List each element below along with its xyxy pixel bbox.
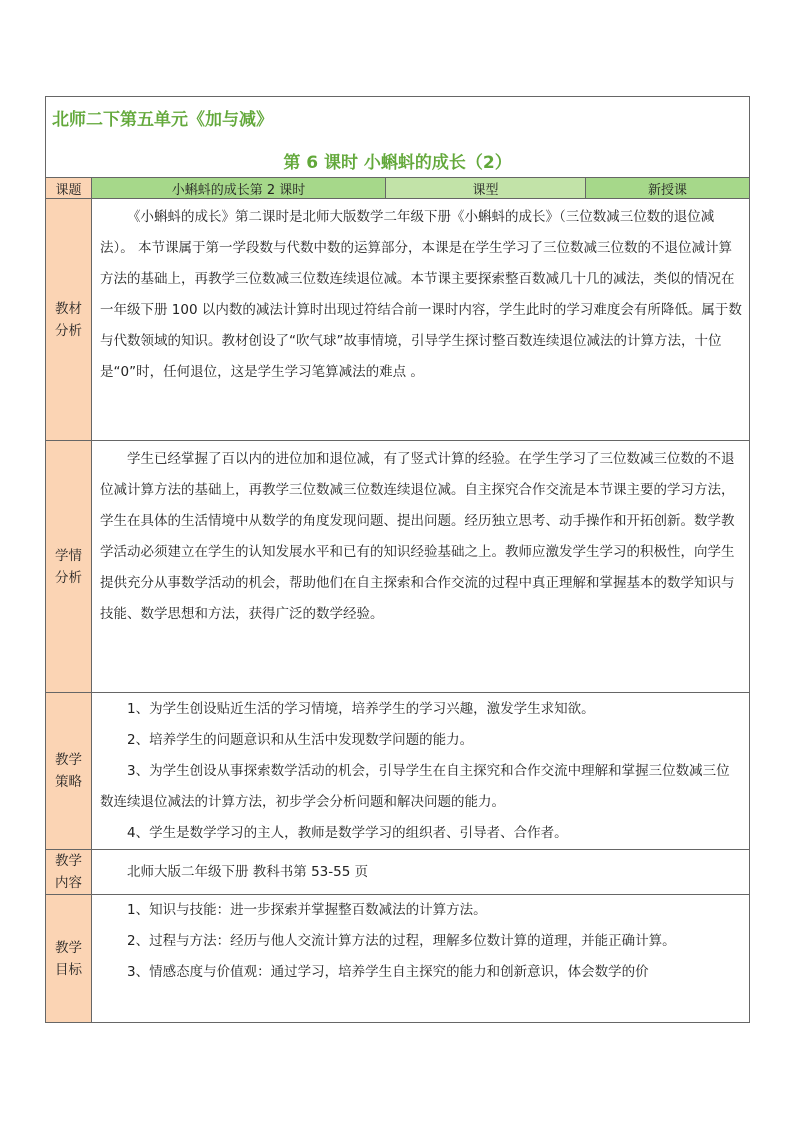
content-text: 北师大版二年级下册 教科书第 53-55 页 [127,863,369,880]
content-label [46,850,92,895]
goals-cell [92,895,750,1023]
material-label [46,199,92,441]
content-label-line1: 教学 [55,853,82,869]
learners-label-line1: 学情 [55,547,82,564]
title-cell [46,97,750,178]
type-label: 课型 [386,178,586,199]
learners-label [46,441,92,693]
learners-row [46,441,750,693]
lesson-title: 第 6 课时 小蝌蚪的成长（2） [283,153,512,173]
learners-text: 学生已经掌握了百以内的进位加和退位减，有了竖式计算的经验。在学生学习了三位数减三位数的不退位减计算方法的基础上，再教学三位数减三位数连续退位减。自主探究合作交流是本节课主要的学习方法，学生在具体的生活情境中从数学的角度发现问题、提出问题。经历独立思考、动手操作和开拓创新。数学教学活动必须建立在学生的认知发展水平和已有的知识经验基础之上。教师应激发学生学习的积极性，向学生提供充分从事数学活动的机会，帮助他们在自主探索和合作交流的过程中真正理解和掌握基本的数学知识与技能、数学思想和方法，获得广泛的数学经验。 [100,451,735,622]
content-row [46,850,750,895]
strategy-item: 1、为学生创设贴近生活的学习情境，培养学生的学习兴趣，激发学生求知欲。 [127,701,595,717]
goals-label-line1: 教学 [55,939,82,956]
info-row [46,178,750,199]
topic-label: 课题 [46,178,92,199]
material-cell [92,199,750,441]
title-row [46,97,750,178]
goals-label-line2: 目标 [55,961,82,978]
lesson-plan-table [45,96,750,1023]
material-label-line1: 教材 [55,300,82,317]
lesson-plan-document [45,96,749,1023]
strategy-item: 2、培养学生的问题意识和从生活中发现数学问题的能力。 [127,732,474,748]
material-label-line2: 分析 [55,322,82,339]
strategy-item: 3、为学生创设从事探索数学活动的机会，引导学生在自主探究和合作交流中理解和掌握三位数减三位数连续退位减法的计算方法，初步学会分析问题和解决问题的能力。 [100,763,730,810]
type-value: 新授课 [586,178,750,199]
content-label-line2: 内容 [55,875,82,891]
strategy-item: 4、学生是数学学习的主人，教师是数学学习的组织者、引导者、合作者。 [127,825,568,841]
goals-row [46,895,750,1023]
learners-cell [92,441,750,693]
goals-label [46,895,92,1023]
learners-label-line2: 分析 [55,569,82,586]
strategy-label-line2: 策略 [55,774,82,790]
material-text: 《小蝌蚪的成长》第二课时是北师大版数学二年级下册《小蝌蚪的成长》（三位数减三位数的退位减法）。 本节课属于第一学段数与代数中数的运算部分，本课是在学生学习了三位数减三位数的不退位减计算方法的基础上，再教学三位数减三位数连续退位减。本节课主要探索整百数减几十几的减法，类似的情况在一年级下册 100 以内数的减法计算时出现过符结合前一课时内容，学生此时的学习难度会有所降低。属于数与代数领域的知识。教材创设了“吹气球”故事情境，引导学生探讨整百数连续退位减法的计算方法，十位是“0”时，任何退位，这是学生学习笔算减法的难点 。 [100,209,742,380]
goals-item: 1、知识与技能：进一步探索并掌握整百数减法的计算方法。 [127,902,487,918]
strategy-cell [92,693,750,850]
strategy-label-line1: 教学 [55,752,82,768]
topic-value: 小蝌蚪的成长第 2 课时 [92,178,386,199]
strategy-label [46,693,92,850]
unit-title: 北师二下第五单元《加与减》 [52,110,273,130]
content-cell [92,850,750,895]
material-row [46,199,750,441]
strategy-row [46,693,750,850]
goals-item: 3、情感态度与价值观：通过学习，培养学生自主探究的能力和创新意识，体会数学的价 [127,964,649,980]
goals-clip [100,895,743,988]
goals-item: 2、过程与方法：经历与他人交流计算方法的过程，理解多位数计算的道理，并能正确计算。 [127,933,676,949]
